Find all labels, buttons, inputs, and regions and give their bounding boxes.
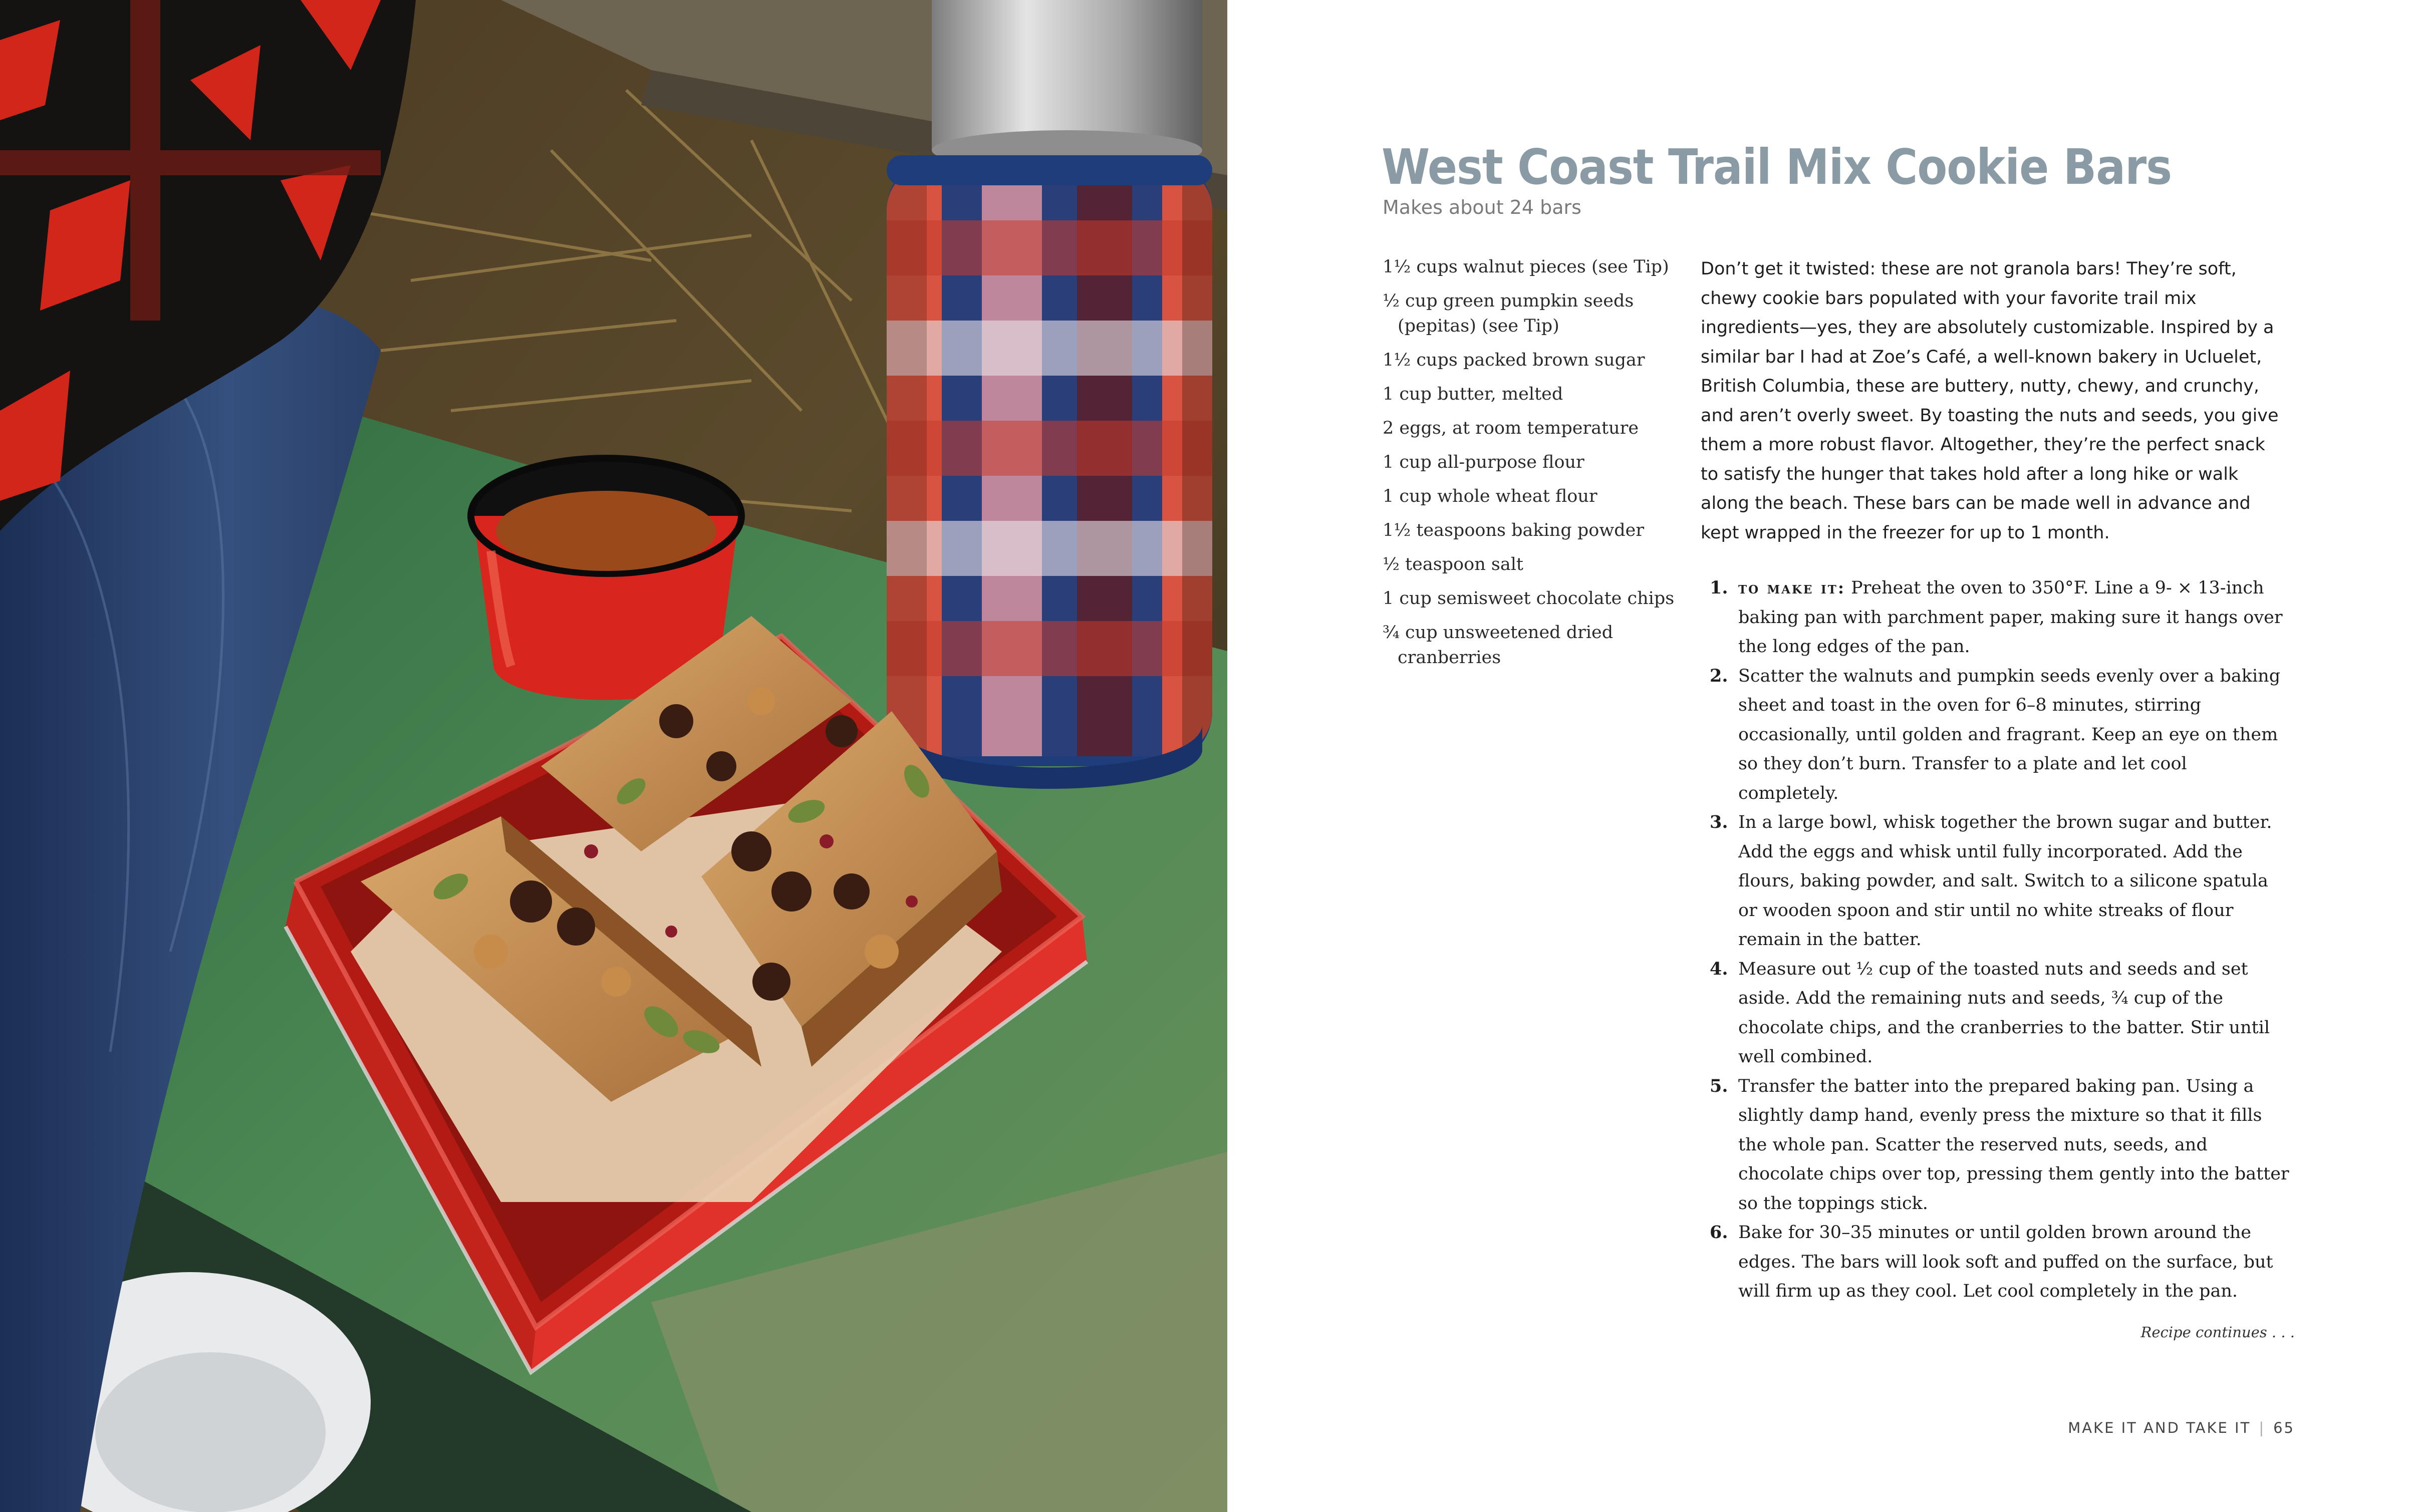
method-step bbox=[1701, 573, 2292, 662]
method-steps bbox=[1701, 573, 2292, 1306]
page-number: 65 bbox=[2273, 1419, 2295, 1436]
step-number: 3. bbox=[1710, 812, 1728, 832]
page-footer bbox=[2068, 1419, 2295, 1436]
recipe-continues-note: Recipe continues . . . bbox=[2140, 1324, 2295, 1341]
step-text: Measure out ½ cup of the toasted nuts and seeds and set aside. Add the remaining nuts and seeds, ¾ cup of the chocolate chips, and the cranberries to the batter. Stir until well combined. bbox=[1738, 959, 2270, 1067]
ingredient-item: ¾ cup unsweetened dried cranberries bbox=[1383, 623, 1614, 668]
method-step bbox=[1701, 662, 2292, 808]
recipe-yield: Makes about 24 bars bbox=[1383, 196, 1581, 218]
ingredient-item: ½ cup green pumpkin seeds (pepitas) (see Tip) bbox=[1383, 291, 1634, 336]
footer-separator: | bbox=[2259, 1419, 2266, 1436]
ingredient-item: 1½ teaspoons baking powder bbox=[1383, 520, 1645, 540]
ingredient-item: 1 cup butter, melted bbox=[1383, 384, 1563, 404]
method-step bbox=[1701, 955, 2292, 1072]
ingredient-item: 2 eggs, at room temperature bbox=[1383, 418, 1639, 438]
recipe-title: West Coast Trail Mix Cookie Bars bbox=[1382, 138, 2172, 195]
step-number: 6. bbox=[1710, 1222, 1728, 1243]
step-text: Transfer the batter into the prepared baking pan. Using a slightly damp hand, evenly press the mixture so that it fills the whole pan. Scatter the reserved nuts, seeds, and chocolate chips over top, pressing them gently into the batter so the toppings stick. bbox=[1738, 1076, 2289, 1214]
recipe-page bbox=[1227, 0, 2414, 1512]
method-step bbox=[1701, 1072, 2292, 1219]
ingredient-item: ½ teaspoon salt bbox=[1383, 554, 1523, 574]
ingredient-item: 1 cup whole wheat flour bbox=[1383, 486, 1597, 506]
ingredient-item: 1 cup all-purpose flour bbox=[1383, 452, 1584, 472]
ingredient-list bbox=[1383, 254, 1683, 679]
step-text: In a large bowl, whisk together the brown sugar and butter. Add the eggs and whisk until fully incorporated. Add the flours, baking powder, and salt. Switch to a silicone spatula or wooden spoon and stir until no white streaks of flour remain in the batter. bbox=[1738, 812, 2272, 950]
step-number: 1. bbox=[1710, 577, 1728, 598]
recipe-intro: Don’t get it twisted: these are not granola bars! They’re soft, chewy cookie bars populated with your favorite trail mix ingredients—yes, they are absolutely customizable. Inspired by a similar bar I had at Zoe’s Café, a well-known bakery in Ucluelet, British Columbia, these are buttery, nutty, chewy, and crunchy, and aren’t overly sweet. By toasting the nuts and seeds, you give them a more robust flavor. Altogether, they’re the perfect snack to satisfy the hunger that takes hold after a long hike or walk along the beach. These bars can be made well in advance and kept wrapped in the freezer for up to 1 month. bbox=[1701, 259, 2279, 543]
step-number: 2. bbox=[1710, 665, 1728, 686]
ingredient-item: 1½ cups packed brown sugar bbox=[1383, 350, 1645, 370]
ingredient-item: 1½ cups walnut pieces (see Tip) bbox=[1383, 257, 1669, 277]
step-text: Preheat the oven to 350°F. Line a 9- × 13-inch baking pan with parchment paper, making sure it hangs over the long edges of the pan. bbox=[1738, 578, 2283, 657]
footer-section-title: MAKE IT AND TAKE IT bbox=[2068, 1419, 2251, 1436]
ingredient-item: 1 cup semisweet chocolate chips bbox=[1383, 588, 1675, 609]
method-step bbox=[1701, 808, 2292, 955]
method-step bbox=[1701, 1218, 2292, 1306]
step-text: Scatter the walnuts and pumpkin seeds evenly over a baking sheet and toast in the oven for 6–8 minutes, stirring occasionally, until golden and fragrant. Keep an eye on them so they don’t burn. Transfer to a plate and let cool completely. bbox=[1738, 666, 2281, 803]
step-text: Bake for 30–35 minutes or until golden brown around the edges. The bars will look soft and puffed on the surface, but will firm up as they cool. Let cool completely in the pan. bbox=[1738, 1223, 2273, 1301]
step-number: 5. bbox=[1710, 1075, 1728, 1096]
step-lead-in: to make it: bbox=[1738, 578, 1846, 597]
step-number: 4. bbox=[1710, 958, 1728, 979]
